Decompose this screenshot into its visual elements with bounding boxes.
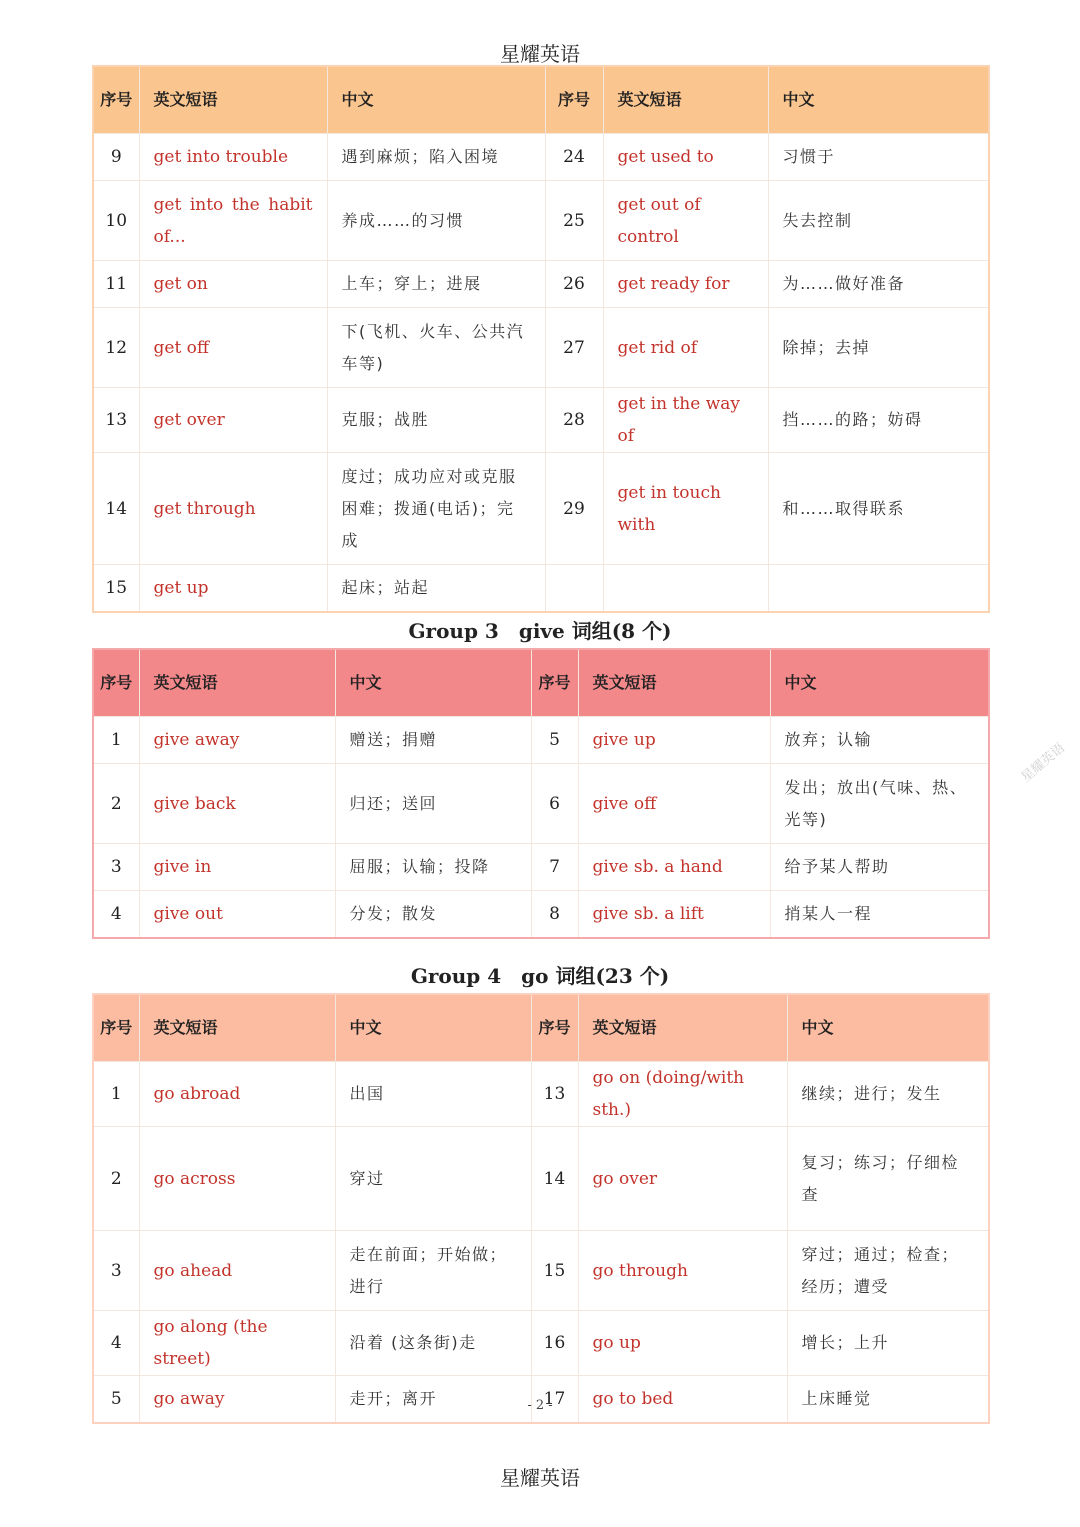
meaning-cell: 捎某人一程	[770, 891, 989, 938]
phrase-cell: go to bed	[578, 1376, 787, 1423]
row-number: 28	[545, 388, 603, 453]
page-number: - 2 -	[527, 1398, 553, 1413]
meaning-cell: 克服；战胜	[327, 388, 545, 453]
meaning-cell: 增长；上升	[787, 1311, 989, 1376]
row-number: 15	[531, 1231, 578, 1311]
phrase-cell: go across	[139, 1127, 335, 1231]
meaning-cell: 走开；离开	[335, 1376, 531, 1423]
column-header-phrase: 英文短语	[578, 649, 770, 717]
row-number: 26	[545, 261, 603, 308]
meaning-cell: 和……取得联系	[768, 453, 989, 565]
row-number: 13	[531, 1062, 578, 1127]
meaning-cell: 分发；散发	[335, 891, 531, 938]
go-phrases-table	[92, 993, 990, 1424]
row-number: 3	[93, 1231, 139, 1311]
meaning-cell: 出国	[335, 1062, 531, 1127]
watermark: 星耀英语	[1018, 740, 1069, 786]
table-header-row	[93, 994, 989, 1062]
meaning-cell: 除掉；去掉	[768, 308, 989, 388]
meaning-cell: 给予某人帮助	[770, 844, 989, 891]
phrase-cell: get ready for	[603, 261, 768, 308]
phrase-cell: get over	[139, 388, 327, 453]
row-number: 11	[93, 261, 139, 308]
column-header-number: 序号	[531, 649, 578, 717]
phrase-cell: get off	[139, 308, 327, 388]
phrase-cell: get into the habit of...	[139, 181, 327, 261]
meaning-cell: 沿着 (这条街)走	[335, 1311, 531, 1376]
column-header-meaning: 中文	[787, 994, 989, 1062]
table-row	[93, 764, 989, 844]
meaning-cell: 屈服；认输；投降	[335, 844, 531, 891]
row-number: 29	[545, 453, 603, 565]
phrase-cell: give sb. a hand	[578, 844, 770, 891]
phrase-cell: get up	[139, 565, 327, 612]
column-header-phrase: 英文短语	[139, 649, 335, 717]
row-number: 24	[545, 134, 603, 181]
row-number: 15	[93, 565, 139, 612]
table-row	[93, 453, 989, 565]
table-row	[93, 565, 989, 612]
row-number: 27	[545, 308, 603, 388]
row-number: 16	[531, 1311, 578, 1376]
page-footer-brand: 星耀英语	[500, 1466, 580, 1490]
row-number: 4	[93, 1311, 139, 1376]
column-header-meaning: 中文	[770, 649, 989, 717]
column-header-phrase: 英文短语	[139, 994, 335, 1062]
group3-title: Group 3 give 词组(8 个)	[408, 619, 672, 643]
meaning-cell: 复习；练习；仔细检查	[787, 1127, 989, 1231]
meaning-cell: 赠送；捐赠	[335, 717, 531, 764]
phrase-cell: give away	[139, 717, 335, 764]
row-number: 1	[93, 1062, 139, 1127]
meaning-cell: 遇到麻烦；陷入困境	[327, 134, 545, 181]
phrase-cell	[603, 565, 768, 612]
column-header-phrase: 英文短语	[578, 994, 787, 1062]
meaning-cell: 上车；穿上；进展	[327, 261, 545, 308]
table-row	[93, 1127, 989, 1231]
row-number: 14	[531, 1127, 578, 1231]
phrase-cell: get through	[139, 453, 327, 565]
column-header-number: 序号	[93, 994, 139, 1062]
table-row	[93, 1062, 989, 1127]
phrase-cell: go on (doing/with sth.)	[578, 1062, 787, 1127]
meaning-cell: 下(飞机、火车、公共汽车等)	[327, 308, 545, 388]
table-row	[93, 181, 989, 261]
table-row	[93, 1311, 989, 1376]
phrase-cell: give up	[578, 717, 770, 764]
row-number: 7	[531, 844, 578, 891]
phrase-cell: get rid of	[603, 308, 768, 388]
phrase-cell: give in	[139, 844, 335, 891]
phrase-cell: get on	[139, 261, 327, 308]
meaning-cell: 挡……的路；妨碍	[768, 388, 989, 453]
phrase-cell: go along (the street)	[139, 1311, 335, 1376]
meaning-cell: 为……做好准备	[768, 261, 989, 308]
meaning-cell: 穿过；通过；检查；经历；遭受	[787, 1231, 989, 1311]
row-number: 2	[93, 1127, 139, 1231]
table-row	[93, 844, 989, 891]
meaning-cell: 度过；成功应对或克服困难；拨通(电话)；完成	[327, 453, 545, 565]
phrase-cell: go through	[578, 1231, 787, 1311]
row-number: 3	[93, 844, 139, 891]
meaning-cell: 放弃；认输	[770, 717, 989, 764]
phrase-cell: go over	[578, 1127, 787, 1231]
meaning-cell: 养成……的习惯	[327, 181, 545, 261]
meaning-cell: 发出；放出(气味、热、光等)	[770, 764, 989, 844]
phrase-cell: get used to	[603, 134, 768, 181]
row-number: 1	[93, 717, 139, 764]
column-header-number: 序号	[545, 66, 603, 134]
page-header-brand: 星耀英语	[500, 42, 580, 66]
meaning-cell: 上床睡觉	[787, 1376, 989, 1423]
row-number: 12	[93, 308, 139, 388]
row-number: 2	[93, 764, 139, 844]
phrase-cell: go abroad	[139, 1062, 335, 1127]
table-row	[93, 891, 989, 938]
table-header-row	[93, 649, 989, 717]
column-header-number: 序号	[93, 66, 139, 134]
column-header-number: 序号	[531, 994, 578, 1062]
meaning-cell: 走在前面；开始做；进行	[335, 1231, 531, 1311]
phrase-cell: get in touch with	[603, 453, 768, 565]
table-header-row	[93, 66, 989, 134]
table-row	[93, 261, 989, 308]
phrase-cell: give off	[578, 764, 770, 844]
meaning-cell: 归还；送回	[335, 764, 531, 844]
group4-title: Group 4 go 词组(23 个)	[410, 964, 670, 988]
phrase-cell: go up	[578, 1311, 787, 1376]
table-row	[93, 388, 989, 453]
row-number: 14	[93, 453, 139, 565]
give-phrases-table	[92, 648, 990, 939]
row-number: 25	[545, 181, 603, 261]
table-row	[93, 308, 989, 388]
column-header-meaning: 中文	[768, 66, 989, 134]
phrase-cell: go ahead	[139, 1231, 335, 1311]
row-number: 8	[531, 891, 578, 938]
meaning-cell	[768, 565, 989, 612]
meaning-cell: 起床；站起	[327, 565, 545, 612]
row-number: 9	[93, 134, 139, 181]
get-phrases-table	[92, 65, 990, 613]
meaning-cell: 穿过	[335, 1127, 531, 1231]
meaning-cell: 习惯于	[768, 134, 989, 181]
row-number: 10	[93, 181, 139, 261]
phrase-cell: go away	[139, 1376, 335, 1423]
phrase-cell: get out of control	[603, 181, 768, 261]
row-number: 6	[531, 764, 578, 844]
column-header-phrase: 英文短语	[603, 66, 768, 134]
phrase-cell: give out	[139, 891, 335, 938]
column-header-number: 序号	[93, 649, 139, 717]
column-header-meaning: 中文	[335, 994, 531, 1062]
table-row	[93, 717, 989, 764]
row-number: 4	[93, 891, 139, 938]
row-number	[545, 565, 603, 612]
phrase-cell: get into trouble	[139, 134, 327, 181]
row-number: 13	[93, 388, 139, 453]
row-number: 5	[531, 717, 578, 764]
column-header-meaning: 中文	[335, 649, 531, 717]
table-row	[93, 1231, 989, 1311]
meaning-cell: 失去控制	[768, 181, 989, 261]
row-number: 5	[93, 1376, 139, 1423]
phrase-cell: give sb. a lift	[578, 891, 770, 938]
table-row	[93, 134, 989, 181]
row-number: 17	[531, 1376, 578, 1423]
column-header-meaning: 中文	[327, 66, 545, 134]
phrase-cell: give back	[139, 764, 335, 844]
meaning-cell: 继续；进行；发生	[787, 1062, 989, 1127]
phrase-cell: get in the way of	[603, 388, 768, 453]
column-header-phrase: 英文短语	[139, 66, 327, 134]
